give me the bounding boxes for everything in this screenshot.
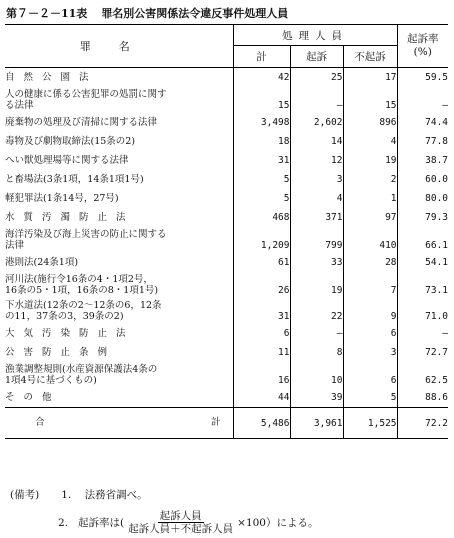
row-not-prosecuted: 28 bbox=[343, 253, 397, 272]
header-crime: 罪名 bbox=[5, 25, 233, 68]
row-name-line-1: 河川法(施行令16条の4・1項2号， bbox=[5, 274, 153, 285]
row-prosecuted: 3 bbox=[290, 170, 343, 189]
total-not-prosecuted: 1,525 bbox=[343, 408, 397, 439]
total-label-right: 計 bbox=[210, 417, 221, 428]
header-rate-unit: (%) bbox=[413, 46, 432, 58]
row-total: 468 bbox=[233, 208, 290, 227]
row-prosecuted: 2,602 bbox=[290, 113, 343, 132]
row-rate: 71.0 bbox=[425, 311, 449, 322]
row-prosecuted: — bbox=[290, 324, 343, 343]
row-name: 大気汚染防止法 bbox=[5, 324, 233, 343]
row-rate: 88.6 bbox=[425, 392, 449, 403]
row-not-prosecuted: 19 bbox=[343, 151, 397, 170]
table-row bbox=[5, 362, 448, 388]
row-prosecuted: 4 bbox=[290, 189, 343, 208]
table-row bbox=[5, 87, 448, 113]
total-prosecuted: 3,961 bbox=[290, 408, 343, 439]
row-rate: 79.3 bbox=[425, 212, 449, 223]
row-not-prosecuted: 9 bbox=[343, 298, 397, 324]
row-not-prosecuted: 410 bbox=[343, 227, 397, 253]
note-1-number: 1. bbox=[61, 489, 72, 501]
row-name bbox=[5, 362, 233, 388]
rate-formula bbox=[126, 510, 235, 535]
table-row bbox=[5, 343, 448, 362]
row-not-prosecuted: 6 bbox=[343, 324, 397, 343]
formula-denominator: 起訴人員＋不起訴人員 bbox=[128, 523, 234, 535]
row-total: 18 bbox=[233, 132, 290, 151]
row-total: 5 bbox=[233, 189, 290, 208]
row-name-line-1: 漁業調整規則(水産資源保護法4条の bbox=[5, 364, 158, 375]
row-rate: 72.7 bbox=[425, 347, 449, 358]
row-total: 16 bbox=[233, 362, 290, 388]
row-total: 15 bbox=[233, 87, 290, 113]
row-name-line-1: 海洋汚染及び海上災害の防止に関する bbox=[5, 229, 167, 240]
notes-label: (備考) bbox=[10, 489, 40, 501]
row-name-line-1: 下水道法(12条の2～12条の6，12条 bbox=[5, 300, 162, 311]
row-not-prosecuted: 2 bbox=[343, 170, 397, 189]
row-not-prosecuted: 5 bbox=[343, 388, 397, 408]
table-row bbox=[5, 113, 448, 132]
table-row bbox=[5, 227, 448, 253]
total-label bbox=[5, 408, 233, 439]
row-not-prosecuted: 896 bbox=[343, 113, 397, 132]
row-name bbox=[5, 272, 233, 298]
row-not-prosecuted: 3 bbox=[343, 343, 397, 362]
row-name bbox=[5, 87, 233, 113]
table-row bbox=[5, 68, 448, 88]
row-prosecuted: 8 bbox=[290, 343, 343, 362]
row-rate: 62.5 bbox=[425, 375, 449, 386]
row-not-prosecuted: 4 bbox=[343, 132, 397, 151]
header-prosecuted: 起訴 bbox=[290, 46, 343, 68]
row-rate: 73.1 bbox=[425, 285, 449, 296]
row-name: その他 bbox=[5, 388, 233, 408]
total-row bbox=[5, 408, 448, 439]
row-rate: — bbox=[442, 328, 449, 339]
table-row bbox=[5, 208, 448, 227]
note-2-prefix: 起訴率は( bbox=[78, 517, 125, 529]
row-name-line-1: 人の健康に係る公害犯罪の処罰に関す bbox=[5, 89, 167, 100]
row-prosecuted: 12 bbox=[290, 151, 343, 170]
header-processed: 処理人員 bbox=[233, 25, 397, 46]
row-total: 11 bbox=[233, 343, 290, 362]
row-prosecuted: 10 bbox=[290, 362, 343, 388]
row-name: 軽犯罪法(1条14号，27号) bbox=[5, 189, 233, 208]
row-prosecuted: 22 bbox=[290, 298, 343, 324]
row-prosecuted: 25 bbox=[290, 68, 343, 88]
note-2-number: 2. bbox=[58, 516, 69, 529]
row-name: 廃棄物の処理及び清掃に関する法律 bbox=[5, 113, 233, 132]
row-total: 6 bbox=[233, 324, 290, 343]
row-name: 港則法(24条1項) bbox=[5, 253, 233, 272]
table-body bbox=[5, 68, 448, 408]
total-total: 5,486 bbox=[233, 408, 290, 439]
note-1 bbox=[10, 487, 148, 502]
row-not-prosecuted: 97 bbox=[343, 208, 397, 227]
row-prosecuted: 39 bbox=[290, 388, 343, 408]
row-total: 26 bbox=[233, 272, 290, 298]
table-number: 第７－２－11表 bbox=[6, 7, 88, 20]
table-row bbox=[5, 272, 448, 298]
row-name-line-2: る法律 bbox=[5, 100, 34, 111]
table-row bbox=[5, 170, 448, 189]
data-table bbox=[5, 24, 448, 439]
note-1-text: 法務省調べ。 bbox=[84, 489, 148, 501]
row-not-prosecuted: 17 bbox=[343, 68, 397, 88]
row-total: 61 bbox=[233, 253, 290, 272]
row-not-prosecuted: 15 bbox=[343, 87, 397, 113]
formula-numerator: 起訴人員 bbox=[159, 510, 202, 522]
row-prosecuted: 14 bbox=[290, 132, 343, 151]
row-prosecuted: — bbox=[290, 87, 343, 113]
table-row bbox=[5, 298, 448, 324]
header-rate-label: 起訴率 bbox=[407, 33, 439, 45]
row-rate: 74.4 bbox=[425, 117, 449, 128]
row-total: 1,209 bbox=[233, 227, 290, 253]
row-not-prosecuted: 1 bbox=[343, 189, 397, 208]
row-not-prosecuted: 6 bbox=[343, 362, 397, 388]
row-total: 31 bbox=[233, 151, 290, 170]
row-name-line-2: の11，37条の3，39条の2) bbox=[5, 311, 124, 322]
row-rate: 60.0 bbox=[425, 174, 449, 185]
header-total: 計 bbox=[233, 46, 290, 68]
note-2-suffix: ×100）による。 bbox=[237, 517, 319, 529]
table-row bbox=[5, 324, 448, 343]
row-rate: 66.1 bbox=[425, 240, 449, 251]
row-prosecuted: 33 bbox=[290, 253, 343, 272]
row-name: 公害防止条例 bbox=[5, 343, 233, 362]
row-name: 自然公園法 bbox=[5, 68, 233, 88]
row-rate: 80.0 bbox=[425, 193, 449, 204]
row-not-prosecuted: 7 bbox=[343, 272, 397, 298]
row-rate: 59.5 bbox=[397, 68, 448, 88]
row-name: へい獣処理場等に関する法律 bbox=[5, 151, 233, 170]
header-not-prosecuted: 不起訴 bbox=[343, 46, 397, 68]
table-title bbox=[6, 5, 288, 21]
row-name-line-2: 法律 bbox=[5, 240, 25, 251]
row-rate: 77.8 bbox=[425, 136, 449, 147]
row-rate: — bbox=[442, 100, 449, 111]
row-name bbox=[5, 227, 233, 253]
row-name: 毒物及び劇物取締法(15条の2) bbox=[5, 132, 233, 151]
row-rate: 54.1 bbox=[425, 257, 449, 268]
row-name: と畜場法(3条1項，14条1項1号) bbox=[5, 170, 233, 189]
row-total: 44 bbox=[233, 388, 290, 408]
note-2 bbox=[10, 510, 318, 535]
row-total: 31 bbox=[233, 298, 290, 324]
table-name: 罪名別公害関係法令違反事件処理人員 bbox=[101, 7, 289, 20]
row-prosecuted: 371 bbox=[290, 208, 343, 227]
row-prosecuted: 799 bbox=[290, 227, 343, 253]
header-rate bbox=[397, 25, 448, 68]
table-row bbox=[5, 388, 448, 408]
row-name-line-2: 1項4号に基づくもの) bbox=[5, 375, 97, 386]
row-total: 42 bbox=[233, 68, 290, 88]
table-row bbox=[5, 151, 448, 170]
table-row bbox=[5, 189, 448, 208]
table-row bbox=[5, 132, 448, 151]
total-label-left: 合 bbox=[35, 417, 45, 428]
total-rate: 72.2 bbox=[397, 408, 448, 439]
row-name: 水質汚濁防止法 bbox=[5, 208, 233, 227]
table-row bbox=[5, 253, 448, 272]
row-total: 3,498 bbox=[233, 113, 290, 132]
row-name bbox=[5, 298, 233, 324]
row-name-line-2: 16条の5・1項，16条の8・1項1号) bbox=[5, 285, 159, 296]
row-prosecuted: 19 bbox=[290, 272, 343, 298]
row-total: 5 bbox=[233, 170, 290, 189]
row-rate: 38.7 bbox=[425, 155, 449, 166]
